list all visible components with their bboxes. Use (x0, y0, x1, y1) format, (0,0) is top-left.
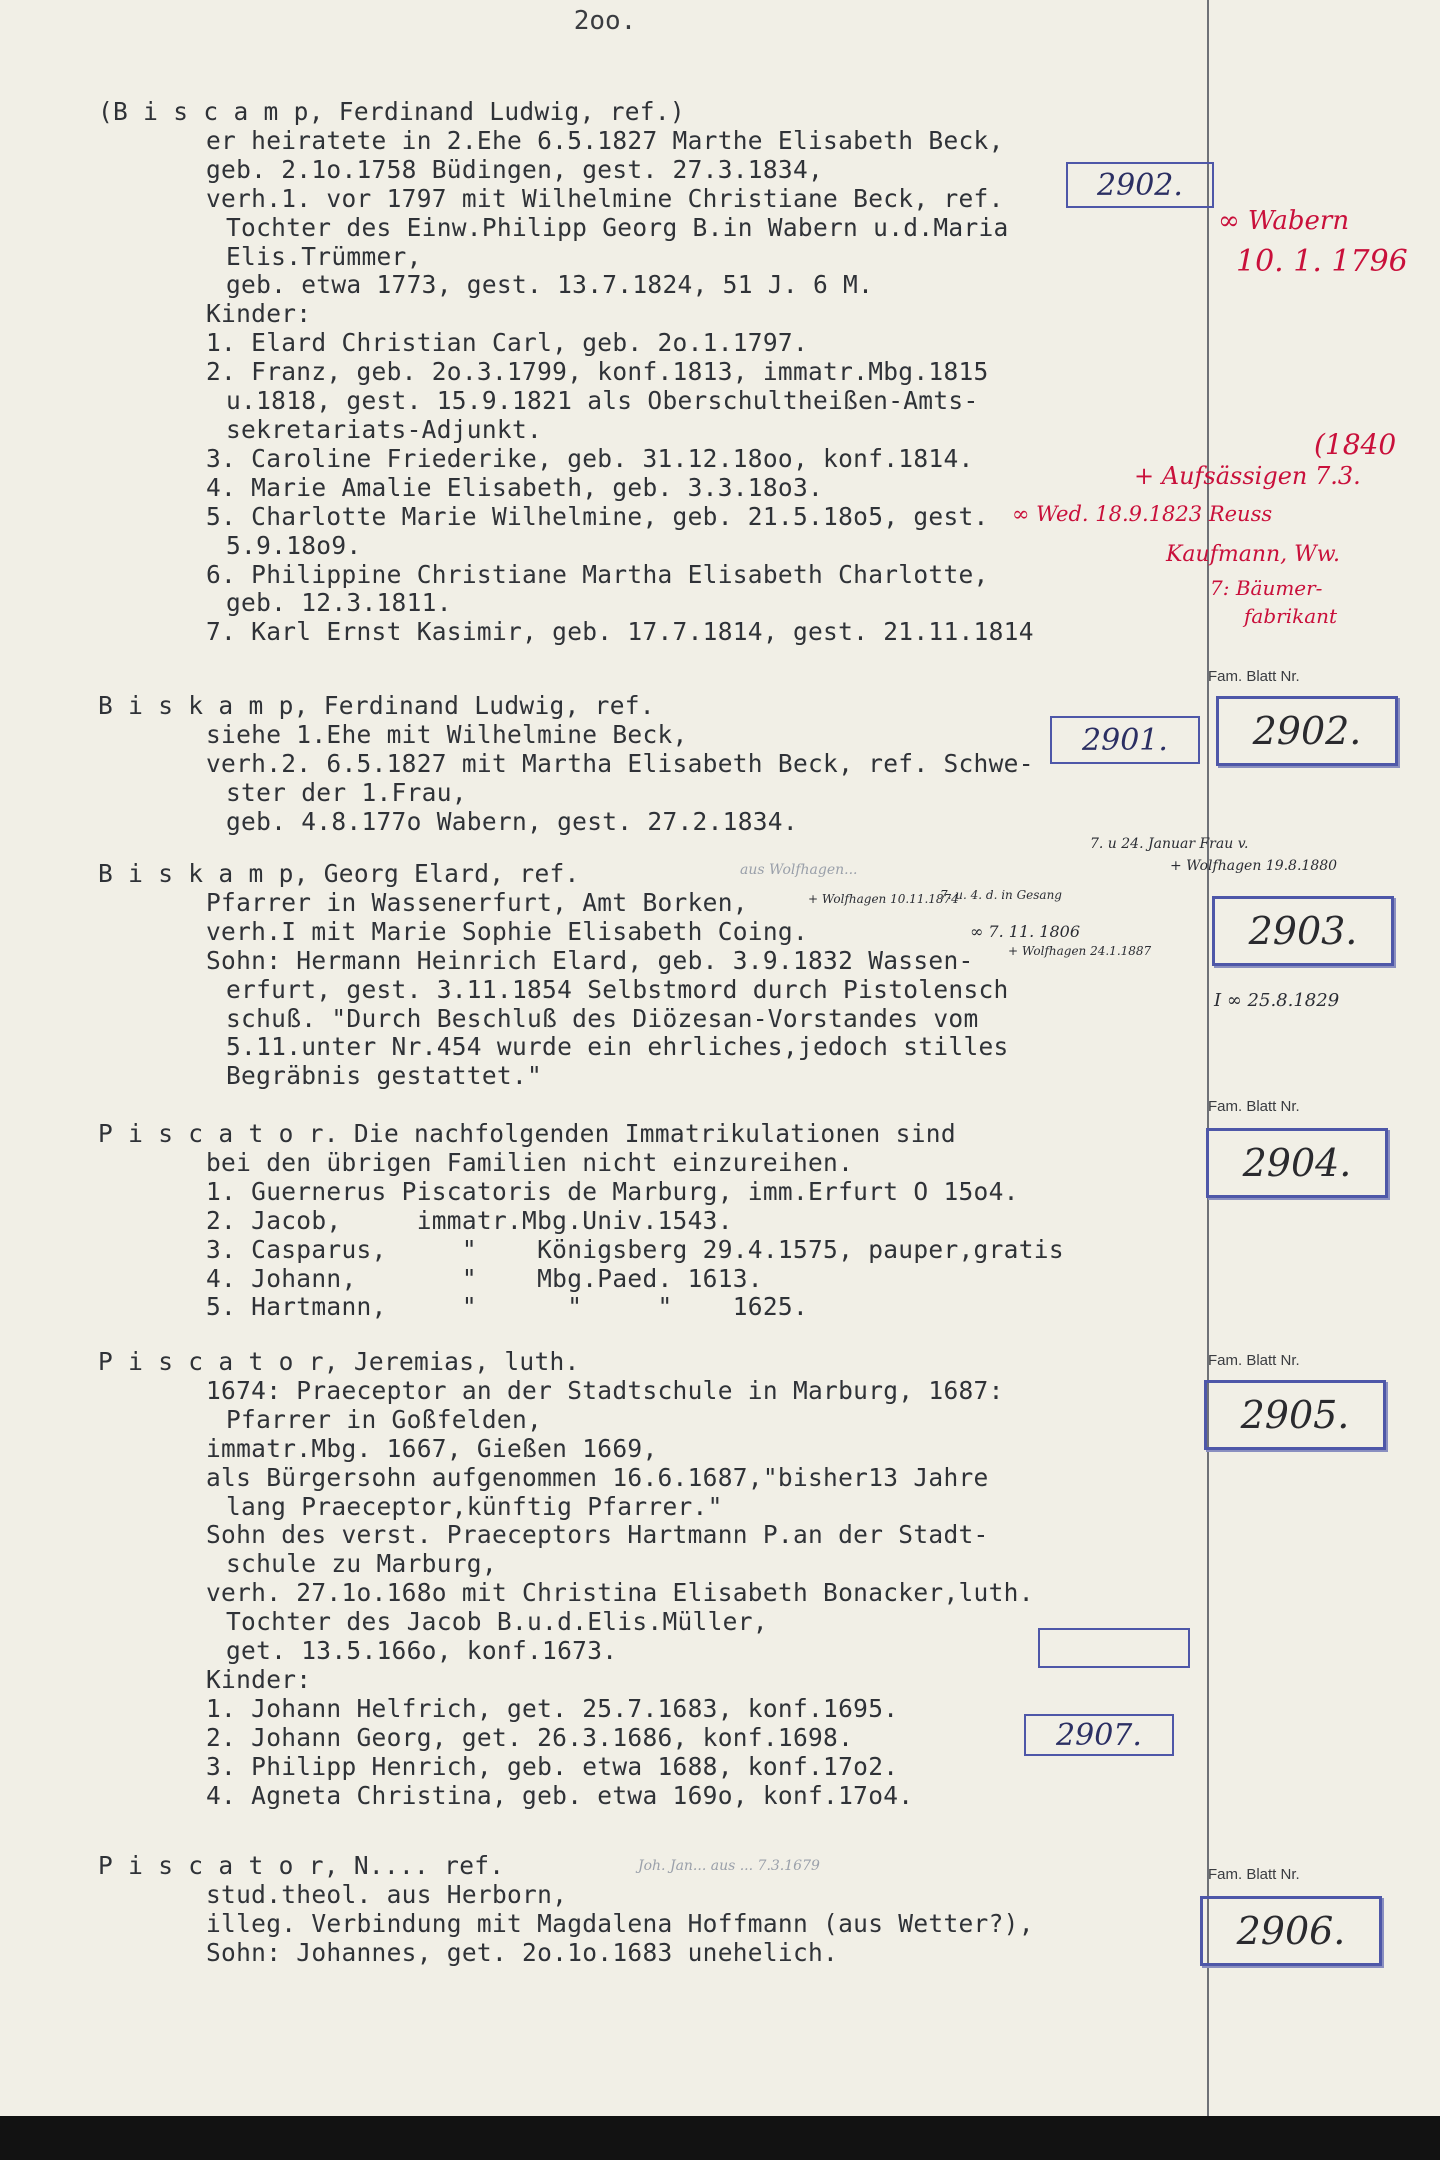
handwritten-note-red: (1840 (1314, 428, 1397, 461)
child-item: 6. Philippine Christiane Martha Elisabeth Charlotte, (206, 559, 989, 589)
entry-line: Sohn: Hermann Heinrich Elard, geb. 3.9.1832 Wassen- (206, 945, 974, 975)
entry-line: u.1818, gest. 15.9.1821 als Oberschultheißen-Amts- (226, 386, 979, 416)
handwritten-note-ink: I ∞ 25.8.1829 (1214, 990, 1340, 1011)
entry-line: Kinder: (206, 1664, 312, 1694)
handwritten-note-red: + Aufsässigen 7.3. (1134, 462, 1361, 490)
list-item: 2. Jacob, immatr.Mbg.Univ.1543. (206, 1205, 733, 1235)
entry-heading: P i s c a t o r. Die nachfolgenden Immatrikulationen sind (98, 1119, 956, 1148)
handwritten-note-ink: + Wolfhagen 10.11.1874 (808, 892, 959, 906)
entry-line: Elis.Trümmer, (226, 241, 422, 271)
entry-line: geb. 12.3.1811. (226, 588, 452, 618)
entry-line: 5.9.18o9. (226, 530, 362, 560)
entry-line: schule zu Marburg, (226, 1549, 497, 1579)
reference-box: 2907. (1024, 1714, 1174, 1756)
entry-biskamp-ferdinand-ludwig-2 (98, 692, 1208, 837)
entry-heading: P i s c a t o r, N.... ref. (98, 1851, 505, 1880)
child-item: 4. Marie Amalie Elisabeth, geb. 3.3.18o3. (206, 472, 824, 502)
entry-line: Sohn: Johannes, get. 2o.1o.1683 unehelich. (206, 1937, 839, 1967)
fam-blatt-label: Fam. Blatt Nr. (1208, 1866, 1300, 1883)
child-item: 3. Philipp Henrich, geb. etwa 1688, konf.17o2. (206, 1751, 899, 1781)
entry-line: verh.1. vor 1797 mit Wilhelmine Christiane Beck, ref. (206, 183, 1004, 213)
list-item: 3. Casparus, " Königsberg 29.4.1575, pauper,gratis (206, 1234, 1064, 1264)
entry-line: geb. 4.8.177o Wabern, gest. 27.2.1834. (226, 806, 798, 836)
entry-line: Pfarrer in Goßfelden, (226, 1404, 543, 1434)
child-item: 2. Franz, geb. 2o.3.1799, konf.1813, immatr.Mbg.1815 (206, 357, 989, 387)
fam-blatt-number: 2906. (1200, 1896, 1382, 1966)
page-number: 2oo. (573, 6, 637, 36)
reference-box: 2902. (1066, 162, 1214, 208)
handwritten-note-red: 7: Bäumer- (1210, 576, 1323, 600)
handwritten-note-red: ∞ Wed. 18.9.1823 Reuss (1012, 502, 1273, 526)
child-item: 5. Charlotte Marie Wilhelmine, geb. 21.5.18o5, gest. (206, 501, 989, 531)
handwritten-note-ink: + Wolfhagen 19.8.1880 (1170, 858, 1338, 874)
list-item: 4. Johann, " Mbg.Paed. 1613. (206, 1263, 763, 1293)
child-item: 3. Caroline Friederike, geb. 31.12.18oo, konf.1814. (206, 443, 974, 473)
entry-line: verh. 27.1o.168o mit Christina Elisabeth Bonacker,luth. (206, 1578, 1034, 1608)
entry-line: erfurt, gest. 3.11.1854 Selbstmord durch Pistolensch (226, 974, 1009, 1004)
fam-blatt-number: 2903. (1212, 896, 1394, 966)
entry-line: bei den übrigen Familien nicht einzureihen. (206, 1147, 854, 1177)
scan-edge (0, 2116, 1440, 2160)
entry-heading: B i s k a m p, Georg Elard, ref. (98, 859, 580, 888)
entry-heading: B i s k a m p, Ferdinand Ludwig, ref. (98, 691, 655, 720)
entry-line: siehe 1.Ehe mit Wilhelmine Beck, (206, 719, 688, 749)
entry-line: immatr.Mbg. 1667, Gießen 1669, (206, 1433, 658, 1463)
entry-line: Begräbnis gestattet." (226, 1061, 543, 1091)
entry-line: illeg. Verbindung mit Magdalena Hoffmann (aus Wetter?), (206, 1908, 1034, 1938)
entry-line: 1674: Praeceptor an der Stadtschule in Marburg, 1687: (206, 1375, 1004, 1405)
fam-blatt-number: 2905. (1204, 1380, 1386, 1450)
entry-line: get. 13.5.166o, konf.1673. (226, 1636, 618, 1666)
entry-line: 5.11.unter Nr.454 wurde ein ehrliches,jedoch stilles (226, 1032, 1009, 1062)
entry-line: ster der 1.Frau, (226, 777, 467, 807)
handwritten-note-ink: + Wolfhagen 24.1.1887 (1008, 944, 1152, 958)
child-item: 2. Johann Georg, get. 26.3.1686, konf.1698. (206, 1722, 854, 1752)
fam-blatt-number: 2904. (1206, 1128, 1388, 1198)
fam-blatt-number: 2902. (1216, 696, 1398, 766)
reference-box-empty (1038, 1628, 1190, 1668)
entry-line: Sohn des verst. Praeceptors Hartmann P.an der Stadt- (206, 1520, 989, 1550)
entry-line: Kinder: (206, 299, 312, 329)
child-item: 1. Johann Helfrich, get. 25.7.1683, konf.1695. (206, 1693, 899, 1723)
handwritten-note-ink: ∞ 7. 11. 1806 (970, 922, 1081, 941)
fam-blatt-label: Fam. Blatt Nr. (1208, 1352, 1300, 1369)
fam-blatt-label: Fam. Blatt Nr. (1208, 1098, 1300, 1115)
entry-heading: P i s c a t o r, Jeremias, luth. (98, 1347, 580, 1376)
handwritten-note-red: ∞ Wabern (1218, 206, 1350, 236)
list-item: 5. Hartmann, " " " 1625. (206, 1292, 809, 1322)
child-item: 7. Karl Ernst Kasimir, geb. 17.7.1814, gest. 21.11.1814 (206, 617, 1034, 647)
entry-line: sekretariats-Adjunkt. (226, 414, 543, 444)
entry-line: geb. 2.1o.1758 Büdingen, gest. 27.3.1834, (206, 154, 824, 184)
fam-blatt-label: Fam. Blatt Nr. (1208, 668, 1300, 685)
entry-line: stud.theol. aus Herborn, (206, 1879, 568, 1909)
entry-line: geb. etwa 1773, gest. 13.7.1824, 51 J. 6 M. (226, 270, 874, 300)
entry-line: schuß. "Durch Beschluß des Diözesan-Vorstandes vom (226, 1003, 979, 1033)
entry-heading: (B i s c a m p, Ferdinand Ludwig, ref.) (98, 97, 685, 126)
entry-biscamp-ferdinand-ludwig-1 (98, 98, 1208, 647)
child-item: 1. Elard Christian Carl, geb. 2o.1.1797. (206, 328, 809, 358)
handwritten-note-ink: 7. u. 4. d. in Gesang (940, 888, 1062, 902)
handwritten-note-red: fabrikant (1244, 604, 1338, 628)
handwritten-note-red: 10. 1. 1796 (1236, 244, 1408, 279)
child-item: 4. Agneta Christina, geb. etwa 169o, konf.17o4. (206, 1780, 914, 1810)
list-item: 1. Guernerus Piscatoris de Marburg, imm.Erfurt O 15o4. (206, 1176, 1019, 1206)
pencil-note: aus Wolfhagen... (740, 862, 858, 878)
entry-line: lang Praeceptor,künftig Pfarrer." (226, 1491, 723, 1521)
entry-line: er heiratete in 2.Ehe 6.5.1827 Marthe Elisabeth Beck, (206, 125, 1004, 155)
entry-line: Pfarrer in Wassenerfurt, Amt Borken, (206, 887, 748, 917)
entry-piscator-immatrikulationen (98, 1120, 1208, 1322)
entry-line: verh.2. 6.5.1827 mit Martha Elisabeth Beck, ref. Schwe- (206, 748, 1034, 778)
handwritten-note-red: Kaufmann, Ww. (1166, 542, 1340, 567)
entry-line: verh.I mit Marie Sophie Elisabeth Coing. (206, 916, 809, 946)
entry-line: Tochter des Jacob B.u.d.Elis.Müller, (226, 1607, 768, 1637)
handwritten-note-ink: 7. u 24. Januar Frau v. (1090, 836, 1249, 852)
pencil-note: Joh. Jan... aus ... 7.3.1679 (638, 1858, 820, 1874)
entry-line: als Bürgersohn aufgenommen 16.6.1687,"bisher13 Jahre (206, 1462, 989, 1492)
entry-line: Tochter des Einw.Philipp Georg B.in Wabern u.d.Maria (226, 212, 1009, 242)
reference-box: 2901. (1050, 716, 1200, 764)
